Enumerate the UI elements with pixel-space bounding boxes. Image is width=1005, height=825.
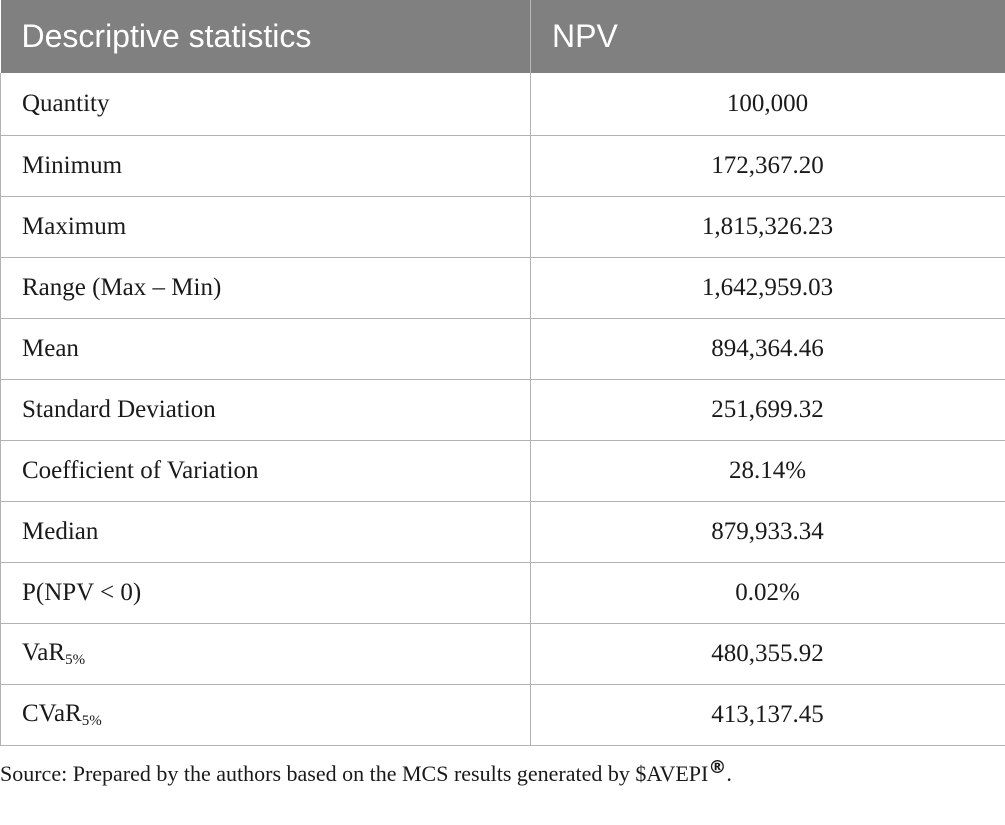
row-label: Standard Deviation <box>1 379 531 440</box>
row-value: 251,699.32 <box>531 379 1005 440</box>
row-value: 413,137.45 <box>531 684 1005 745</box>
table-row <box>1 440 1005 501</box>
row-value: 28.14% <box>531 440 1005 501</box>
row-value: 1,642,959.03 <box>531 257 1005 318</box>
source-end: . <box>726 761 732 786</box>
table-row <box>1 623 1005 684</box>
table-row <box>1 135 1005 196</box>
table-header-row <box>1 0 1005 73</box>
row-label: Quantity <box>1 73 531 135</box>
table-row <box>1 318 1005 379</box>
source-note <box>0 757 732 787</box>
row-value: 1,815,326.23 <box>531 196 1005 257</box>
row-label: Mean <box>1 318 531 379</box>
source-text: Source: Prepared by the authors based on the MCS results generated by $AVEPI <box>0 761 709 786</box>
row-value: 879,933.34 <box>531 501 1005 562</box>
row-label: Median <box>1 501 531 562</box>
row-label: Minimum <box>1 135 531 196</box>
row-label: Coefficient of Variation <box>1 440 531 501</box>
row-value: 894,364.46 <box>531 318 1005 379</box>
table-row <box>1 73 1005 135</box>
row-label: Range (Max – Min) <box>1 257 531 318</box>
table-row <box>1 501 1005 562</box>
row-label-subscript: 5% <box>65 651 86 668</box>
header-npv: NPV <box>531 0 1005 73</box>
row-label: Maximum <box>1 196 531 257</box>
table-row <box>1 379 1005 440</box>
row-value: 100,000 <box>531 73 1005 135</box>
row-label: VaR$_{5\%}$ <box>1 623 531 684</box>
row-label: CVaR$_{5\%}$ <box>1 684 531 745</box>
row-value: 0.02% <box>531 562 1005 623</box>
row-label: P(NPV < 0) <box>1 562 531 623</box>
table-row <box>1 684 1005 745</box>
table-row <box>1 196 1005 257</box>
row-value: 480,355.92 <box>531 623 1005 684</box>
table-row <box>1 257 1005 318</box>
registered-mark: ® <box>708 757 727 778</box>
header-descriptive-statistics: Descriptive statistics <box>1 0 531 73</box>
row-label-subscript: 5% <box>81 712 102 729</box>
row-value: 172,367.20 <box>531 135 1005 196</box>
table-row <box>1 562 1005 623</box>
